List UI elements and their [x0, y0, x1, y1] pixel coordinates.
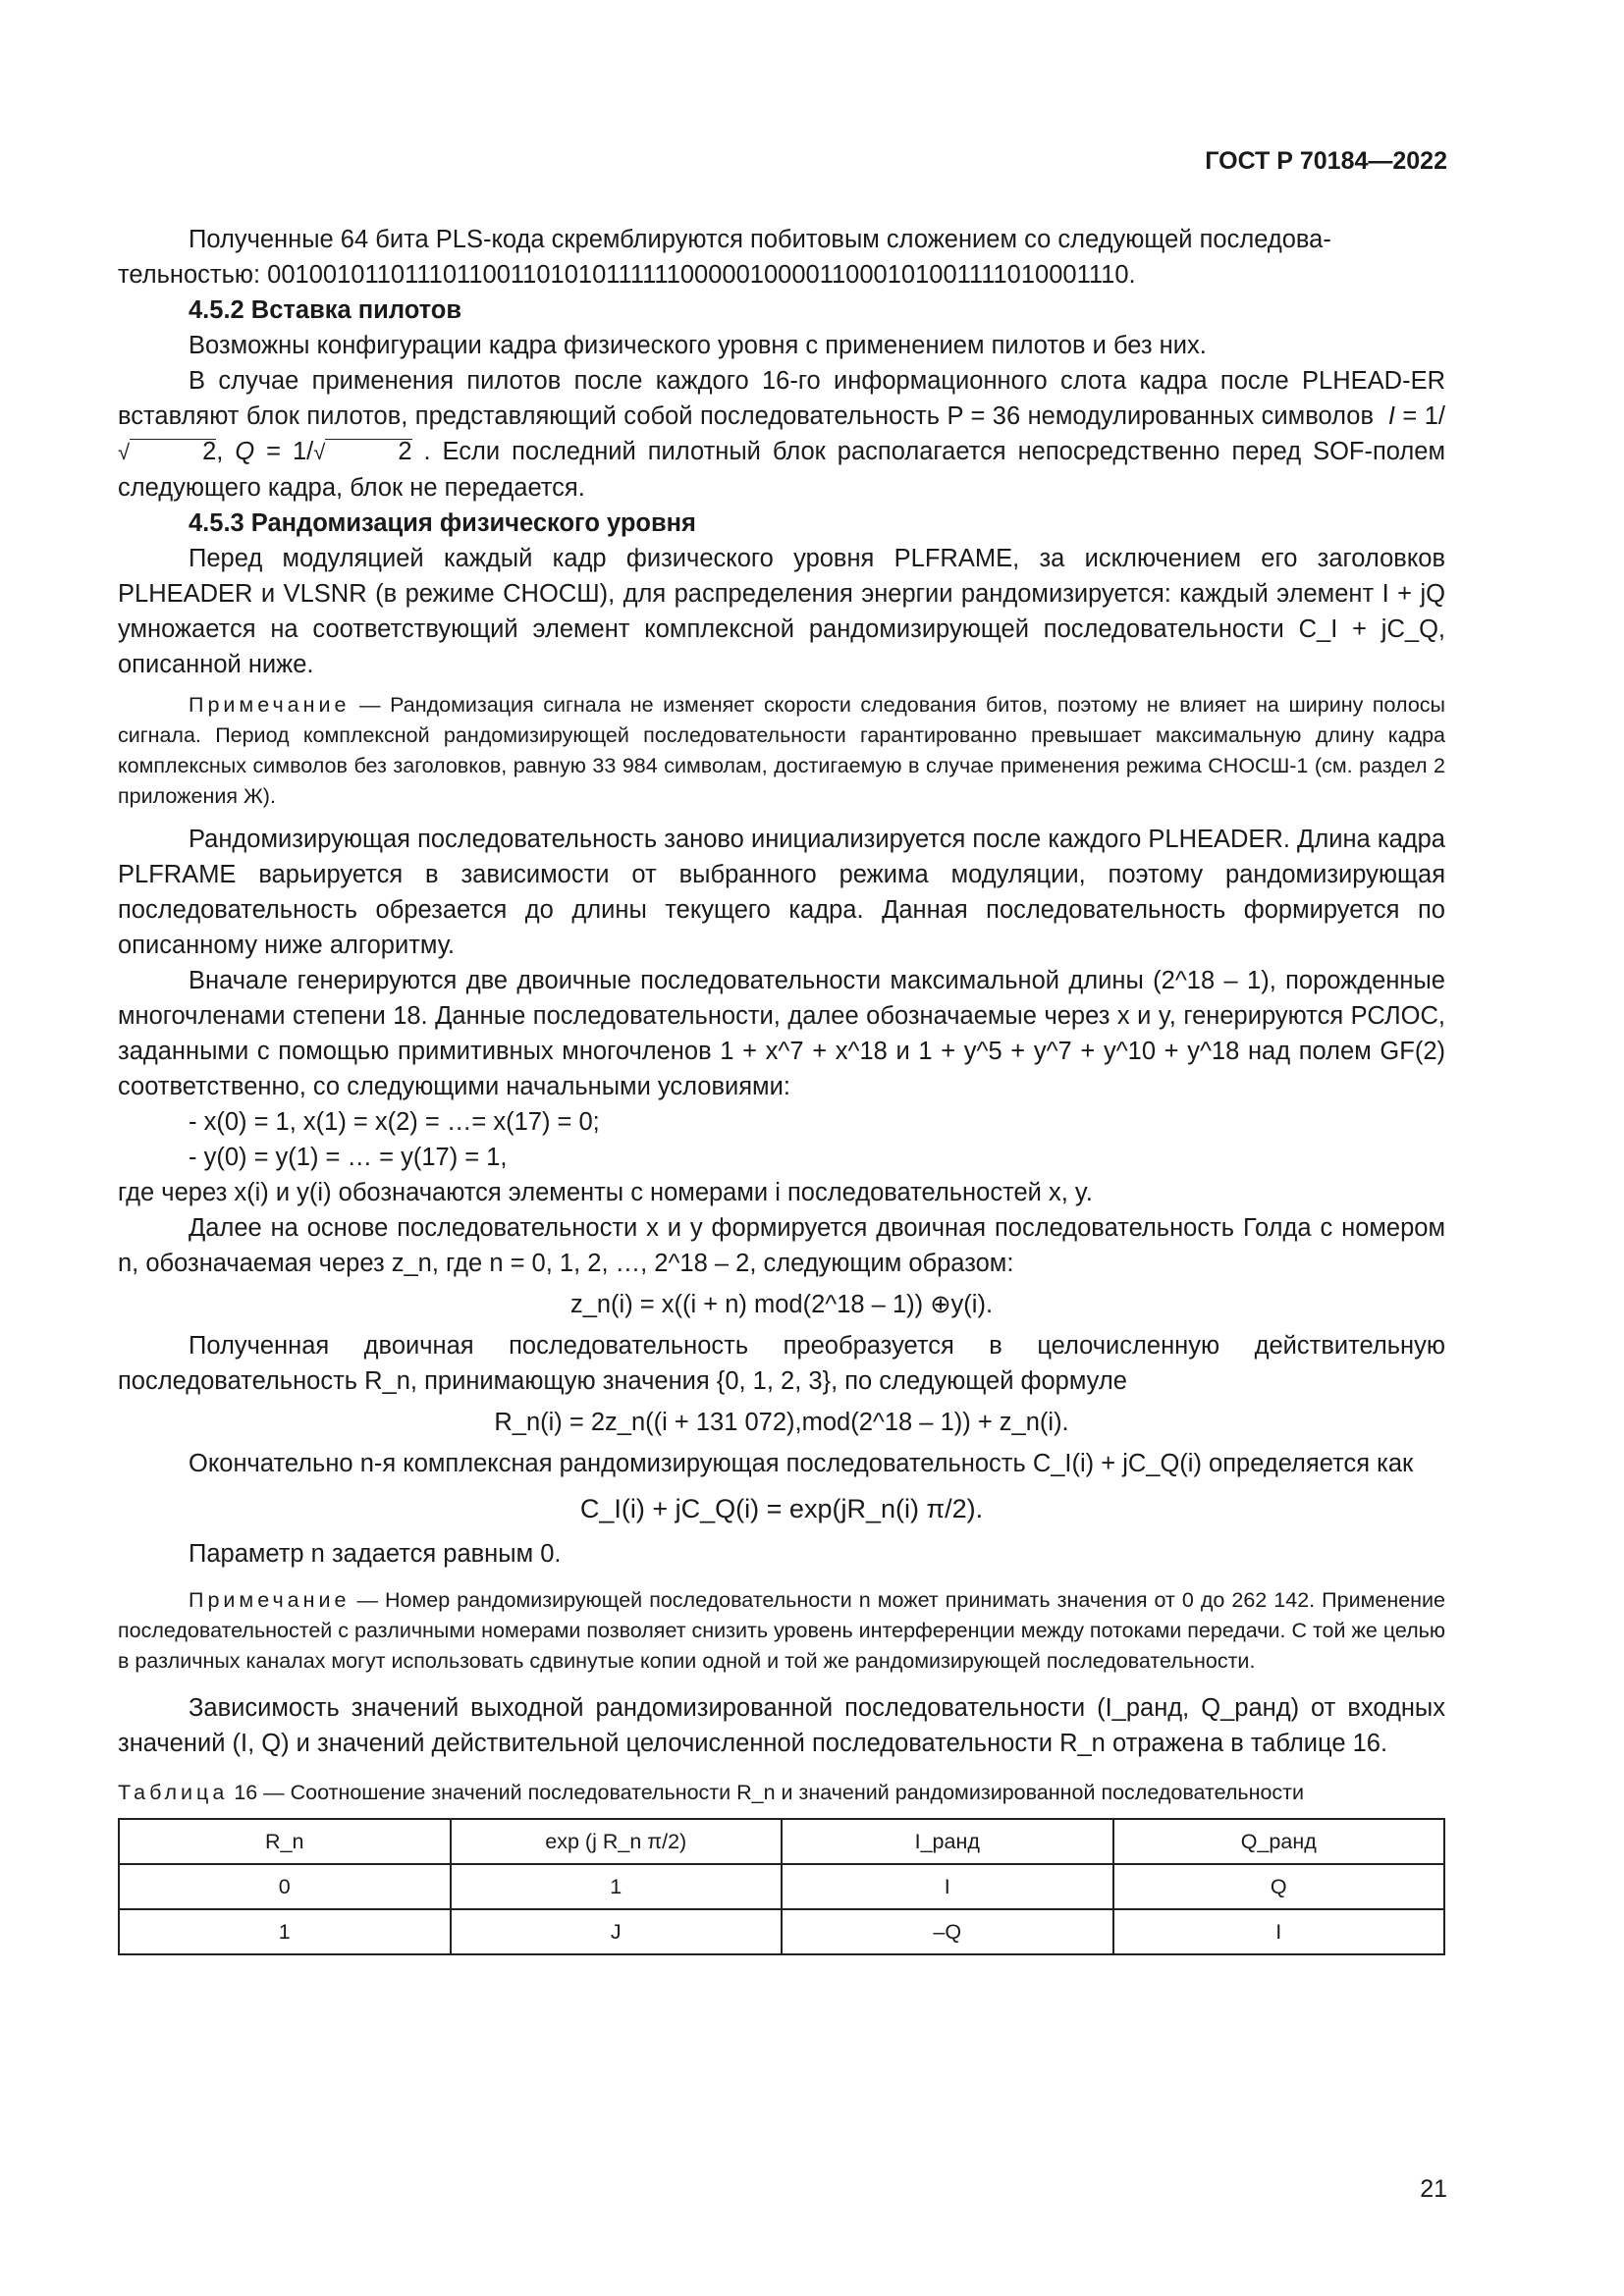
paragraph: Перед модуляцией каждый кадр физического уровня PLFRAME, за исключением его заголовков PLHEADER и VLSNR (в режиме СНОСШ), для распределения энергии рандомизируется: каждый элемент I + jQ умножается на соответствующий элемент комплексной рандомизирующей последовательности C_I + jC_Q, описанной ниже. [118, 545, 1445, 678]
paragraph: Вначале генерируются две двоичные последовательности максимальной длины (2^18 – 1), порожденные многочленами степени 18. Данные последовательности, далее обозначаемые через x и y, генерируются РСЛОС, заданными с помощью примитивных многочленов 1 + x^7 + x^18 и 1 + y^5 + y^7 + y^10 + y^18 над полем GF(2) соответственно, со следующими начальными условиями: [118, 967, 1445, 1100]
table-cell: –Q [782, 1909, 1113, 1954]
table-cell: I [1113, 1909, 1445, 1954]
paragraph: Возможны конфигурации кадра физического уровня с применением пилотов и без них. [189, 332, 1207, 359]
section-heading: 4.5.3 Рандомизация физического уровня [189, 509, 696, 537]
table-header-cell: I_ранд [782, 1819, 1113, 1864]
paragraph: Далее на основе последовательности x и y формируется двоичная последовательность Голда с номером n, обозначаемая через z_n, где n = 0, 1, 2, …, 2^18 – 2, следующим образом: [118, 1214, 1445, 1277]
page-header: ГОСТ Р 70184—2022 [1205, 147, 1447, 175]
paragraph: Параметр n задается равным 0. [189, 1540, 562, 1568]
table-caption: Таблица 16 — Соотношение значений последовательности R_n и значений рандомизированной последовательности [118, 1781, 1305, 1804]
paragraph: Полученные 64 бита PLS-кода скремблируются побитовым сложением со следующей последова- [189, 226, 1331, 253]
note: Примечание — Номер рандомизирующей последовательности n может принимать значения от 0 до 262 142. Применение последовательностей с различными номерами позволяет снизить уровень интерференции между потоками передачи. С той же целью в различных каналах могут использовать сдвинутые копии одной и той же рандомизирующей последовательности. [118, 1588, 1446, 1673]
table-row [119, 1909, 1444, 1954]
table-cell: 0 [119, 1864, 451, 1909]
data-table [118, 1818, 1445, 1955]
page-content [118, 222, 1445, 1955]
paragraph: тельностью: 0010010110111011001101010111111000001000011000101001111010001110. [118, 261, 1136, 289]
table-header-cell: Q_ранд [1113, 1819, 1445, 1864]
paragraph: Рандомизирующая последовательность заново инициализируется после каждого PLHEADER. Длина кадра PLFRAME варьируется в зависимости от выбранного режима модуляции, поэтому рандомизирующая последовательность обрезается до длины текущего кадра. Данная последовательность формируется по описанному ниже алгоритму. [118, 826, 1445, 959]
table-header-cell: exp (j R_n π/2) [451, 1819, 783, 1864]
table-cell: J [451, 1909, 783, 1954]
formula: C_I(i) + jC_Q(i) = exp(jR_n(i) π/2). [579, 1494, 984, 1523]
table-cell: 1 [451, 1864, 783, 1909]
table-cell: 1 [119, 1909, 451, 1954]
table-cell: I [782, 1864, 1113, 1909]
table-row [119, 1864, 1444, 1909]
table-header-row [119, 1819, 1444, 1864]
paragraph: Зависимость значений выходной рандомизированной последовательности (I_ранд, Q_ранд) от входных значений (I, Q) и значений действительной целочисленной последовательности R_n отражена в таблице 16. [118, 1694, 1445, 1757]
paragraph: Окончательно n-я комплексная рандомизирующая последовательность C_I(i) + jC_Q(i) определяется как [189, 1450, 1414, 1477]
list-item: - x(0) = 1, x(1) = x(2) = …= x(17) = 0; [189, 1108, 600, 1136]
formula: R_n(i) = 2z_n((i + 131 072),mod(2^18 – 1)) + z_n(i). [494, 1409, 1069, 1436]
formula: z_n(i) = x((i + n) mod(2^18 – 1)) ⊕y(i). [569, 1291, 994, 1318]
section-heading: 4.5.2 Вставка пилотов [189, 296, 462, 324]
paragraph: В случае применения пилотов после каждого 16-го информационного слота кадра после PLHEAD-ER вставляют блок пилотов, представляющий собой последовательность P = 36 немодулированных символов I = 1/√ 2, Q = 1/√ 2 . Если последний пилотный блок располагается непосредственно перед SOF-полем следующего кадра, блок не передается. [118, 367, 1446, 502]
paragraph: где через x(i) и y(i) обозначаются элементы с номерами i последовательностей x, y. [118, 1179, 1093, 1206]
table-cell: Q [1113, 1864, 1445, 1909]
note: Примечание — Рандомизация сигнала не изменяет скорости следования битов, поэтому не влияет на ширину полосы сигнала. Период комплексной рандомизирующей последовательности гарантированно превышает максимальную длину кадра комплексных символов без заголовков, равную 33 984 символам, достигаемую в случае применения режима СНОСШ-1 (см. раздел 2 приложения Ж). [118, 693, 1445, 808]
paragraph: Полученная двоичная последовательность преобразуется в целочисленную действительную последовательность R_n, принимающую значения {0, 1, 2, 3}, по следующей формуле [118, 1332, 1445, 1395]
list-item: - y(0) = y(1) = … = y(17) = 1, [189, 1144, 508, 1171]
page-number: 21 [1420, 2175, 1447, 2203]
table-header-cell: R_n [119, 1819, 451, 1864]
